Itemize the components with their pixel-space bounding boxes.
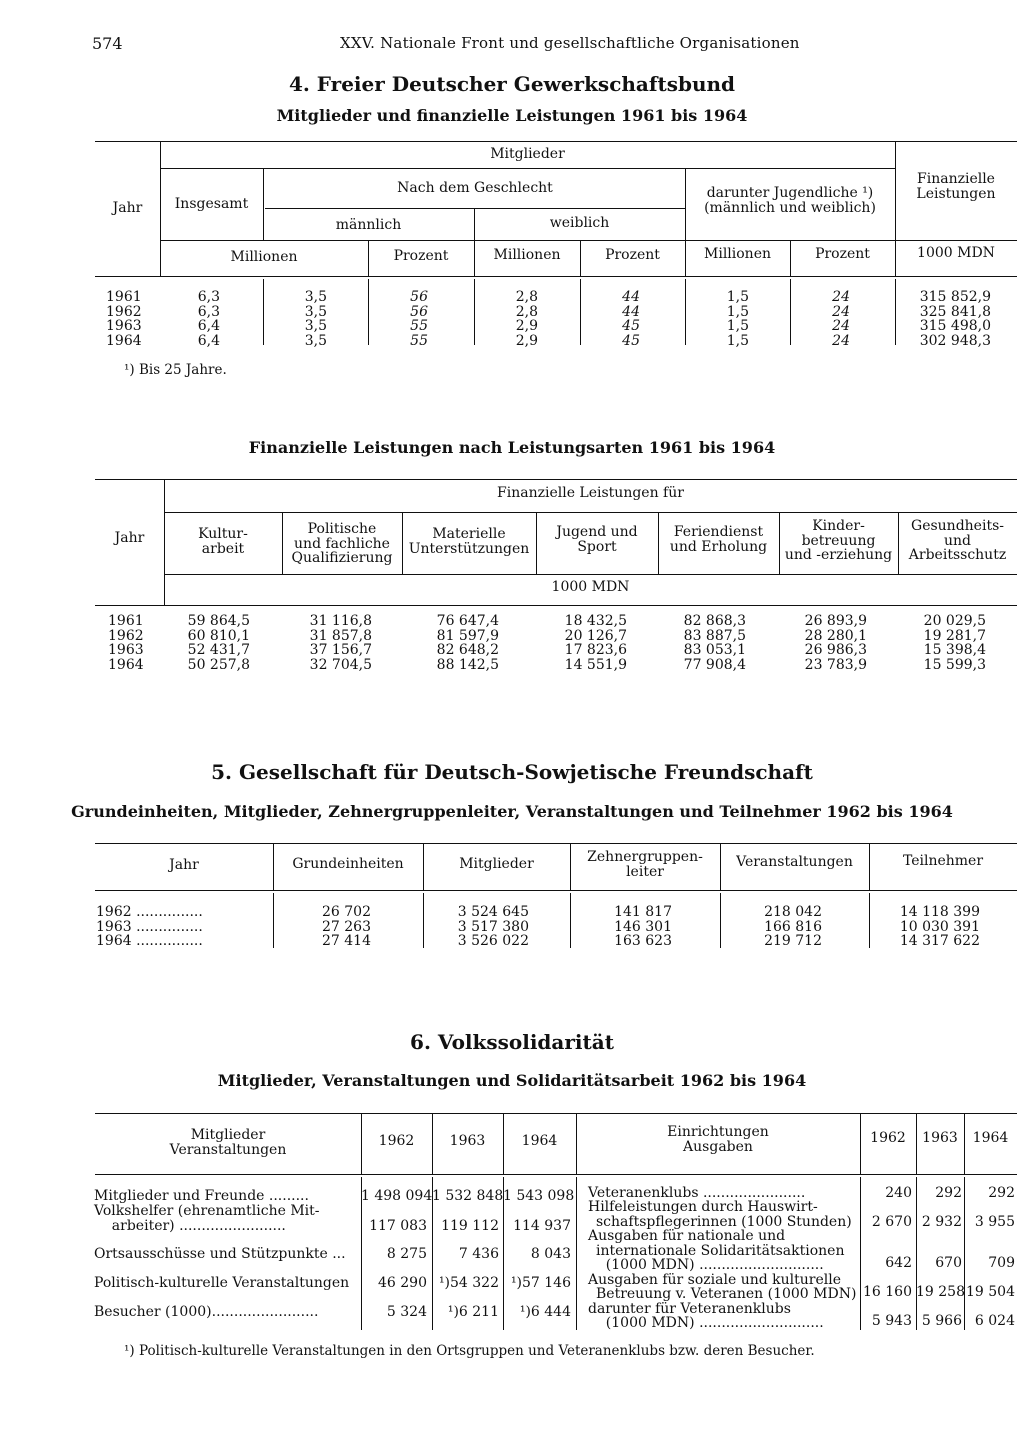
col-header-1963-right: 1963 [922, 1130, 958, 1146]
col-header-1964-right: 1964 [972, 1130, 1009, 1146]
section-6-title: 6. Volkssolidarität [410, 1030, 614, 1054]
unit-millionen-1: Millionen [230, 249, 298, 265]
col-header-insgesamt: Insgesamt [174, 196, 249, 212]
footnote-table-1: ¹) Bis 25 Jahre. [124, 362, 227, 378]
col-header-1962-left: 1962 [378, 1133, 415, 1149]
col-group-mitglieder: Mitglieder [490, 146, 565, 162]
col-header-mitglieder-veranstaltungen: Mitglieder Veranstaltungen [169, 1127, 287, 1158]
table-4-title: Mitglieder, Veranstaltungen und Solidaritätsarbeit 1962 bis 1964 [217, 1071, 807, 1090]
section-5-title: 5. Gesellschaft für Deutsch-Sowjetische Freundschaft [211, 760, 813, 784]
col-header-jahr: Jahr [112, 200, 143, 216]
unit-millionen-2: Millionen [493, 247, 561, 263]
col-header-politische-qualifizierung: Politische und fachliche Qualifizierung [291, 521, 393, 566]
unit-prozent-2: Prozent [605, 247, 660, 263]
col-header-materielle-unterstuetzungen: Materielle Unterstützungen [408, 526, 530, 557]
col-header-veranstaltungen: Veranstaltungen [736, 854, 853, 870]
unit-millionen-3: Millionen [704, 246, 771, 262]
col-header-1963-left: 1963 [449, 1133, 486, 1149]
col-header-jugendliche: darunter Jugendliche ¹) (männlich und weiblich) [704, 185, 876, 216]
col-header-kulturarbeit: Kultur- arbeit [198, 526, 248, 557]
footnote-table-4: ¹) Politisch-kulturelle Veranstaltungen in den Ortsgruppen und Veteranenklubs bzw. deren Besucher. [124, 1343, 815, 1359]
running-head: XXV. Nationale Front und gesellschaftliche Organisationen [340, 34, 800, 52]
col-header-weiblich: weiblich [549, 215, 610, 231]
col-header-finanzielle-leistungen: Finanzielle Leistungen [916, 171, 996, 202]
col-header-1962-right: 1962 [870, 1130, 906, 1146]
col-header-jahr-3: Jahr [169, 857, 199, 873]
col-group-finanzielle-leistungen-fuer: Finanzielle Leistungen für [497, 485, 684, 501]
col-header-1964-left: 1964 [521, 1133, 558, 1149]
col-header-einrichtungen-ausgaben: Einrichtungen Ausgaben [667, 1124, 769, 1155]
col-header-feriendienst: Feriendienst und Erholung [669, 524, 768, 555]
col-header-jahr-2: Jahr [114, 530, 145, 546]
col-header-jugend-sport: Jugend und Sport [556, 524, 638, 555]
col-header-kinderbetreuung: Kinder- betreuung und -erziehung [784, 518, 893, 563]
unit-1000-mdn: 1000 MDN [917, 245, 995, 261]
col-header-grundeinheiten: Grundeinheiten [292, 856, 404, 872]
col-header-gesundheitsschutz: Gesundheits- und Arbeitsschutz [908, 518, 1007, 563]
col-header-mitglieder: Mitglieder [459, 856, 534, 872]
section-4-title: 4. Freier Deutscher Gewerkschaftsbund [288, 72, 736, 96]
page-number: 574 [92, 34, 123, 53]
unit-prozent-1: Prozent [393, 248, 449, 264]
unit-1000-mdn-2: 1000 MDN [551, 579, 630, 595]
table-2-title: Finanzielle Leistungen nach Leistungsarten 1961 bis 1964 [248, 438, 776, 457]
col-header-teilnehmer: Teilnehmer [902, 853, 984, 869]
unit-prozent-3: Prozent [815, 246, 870, 262]
col-group-geschlecht: Nach dem Geschlecht [397, 180, 553, 196]
col-header-maennlich: männlich [335, 217, 402, 233]
table-3-title: Grundeinheiten, Mitglieder, Zehnergruppenleiter, Veranstaltungen und Teilnehmer 1962 bis 1964 [71, 802, 953, 821]
col-header-zehnergruppenleiter: Zehnergruppen- leiter [587, 849, 703, 880]
table-1-title: Mitglieder und finanzielle Leistungen 1961 bis 1964 [276, 106, 748, 125]
